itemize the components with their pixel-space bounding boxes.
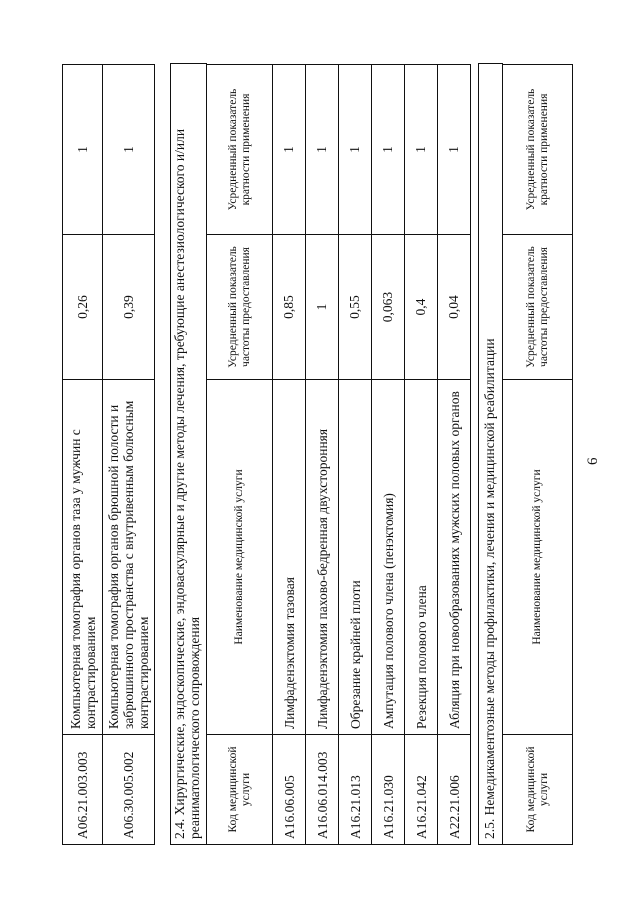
header-name: Наименование медицинской услуги	[207, 380, 273, 735]
table-row	[438, 65, 471, 845]
section-2-5-title: 2.5. Немедикаментозные методы профилактики, лечения и медицинской реабилитации	[482, 338, 497, 839]
frequency-value: 1	[306, 235, 339, 380]
multiplicity-value: 1	[273, 65, 306, 235]
non-drug-table	[502, 64, 573, 845]
multiplicity-value: 1	[63, 65, 103, 235]
service-code: A16.21.013	[339, 735, 372, 845]
service-code: A06.21.003.003	[63, 735, 103, 845]
service-name: Компьютерная томография органов таза у мужчин с контрастированием	[63, 380, 103, 735]
service-name: Лимфаденэктомия пахово-бедренная двухсторонняя	[306, 380, 339, 735]
service-code: A06.30.005.002	[103, 735, 155, 845]
service-name: Резекция полового члена	[405, 380, 438, 735]
service-name: Ампутация полового члена (пенэктомия)	[372, 380, 405, 735]
service-name: Абляция при новообразованиях мужских половых органов	[438, 380, 471, 735]
table-row	[306, 65, 339, 845]
multiplicity-value: 1	[339, 65, 372, 235]
multiplicity-value: 1	[103, 65, 155, 235]
imaging-table	[62, 64, 155, 845]
service-code: A22.21.006	[438, 735, 471, 845]
table-row	[103, 65, 155, 845]
service-name: Лимфаденэктомия тазовая	[273, 380, 306, 735]
surgical-table	[206, 64, 471, 845]
header-code: Код медицинской услуги	[207, 735, 273, 845]
table-row	[372, 65, 405, 845]
header-name: Наименование медицинской услуги	[503, 380, 573, 735]
service-code: A16.06.005	[273, 735, 306, 845]
service-code: A16.06.014.003	[306, 735, 339, 845]
frequency-value: 0,26	[63, 235, 103, 380]
frequency-value: 0,39	[103, 235, 155, 380]
multiplicity-value: 1	[306, 65, 339, 235]
multiplicity-value: 1	[372, 65, 405, 235]
header-multiplicity: Усредненный показатель кратности применения	[503, 65, 573, 235]
header-frequency: Усредненный показатель частоты предоставления	[503, 235, 573, 380]
table-header-row	[503, 65, 573, 845]
table-row	[63, 65, 103, 845]
frequency-value: 0,063	[372, 235, 405, 380]
frequency-value: 0,04	[438, 235, 471, 380]
frequency-value: 0,85	[273, 235, 306, 380]
frequency-value: 0,55	[339, 235, 372, 380]
service-name: Обрезание крайней плоти	[339, 380, 372, 735]
section-2-4-title: 2.4. Хирургические, эндоскопические, эндоваскулярные и другие методы лечения, требующие анестезиологического и/или реаниматологического сопровождения	[172, 128, 202, 839]
service-name: Компьютерная томография органов брюшной полости и забрюшинного пространства с внутривенным болюсным контрастированием	[103, 380, 155, 735]
page-number: 6	[585, 457, 601, 465]
multiplicity-value: 1	[438, 65, 471, 235]
table-row	[339, 65, 372, 845]
multiplicity-value: 1	[405, 65, 438, 235]
header-code: Код медицинской услуги	[503, 735, 573, 845]
service-code: A16.21.030	[372, 735, 405, 845]
table-row	[405, 65, 438, 845]
frequency-value: 0,4	[405, 235, 438, 380]
service-code: A16.21.042	[405, 735, 438, 845]
table-row	[273, 65, 306, 845]
header-frequency: Усредненный показатель частоты предоставления	[207, 235, 273, 380]
header-multiplicity: Усредненный показатель кратности применения	[207, 65, 273, 235]
table-header-row	[207, 65, 273, 845]
